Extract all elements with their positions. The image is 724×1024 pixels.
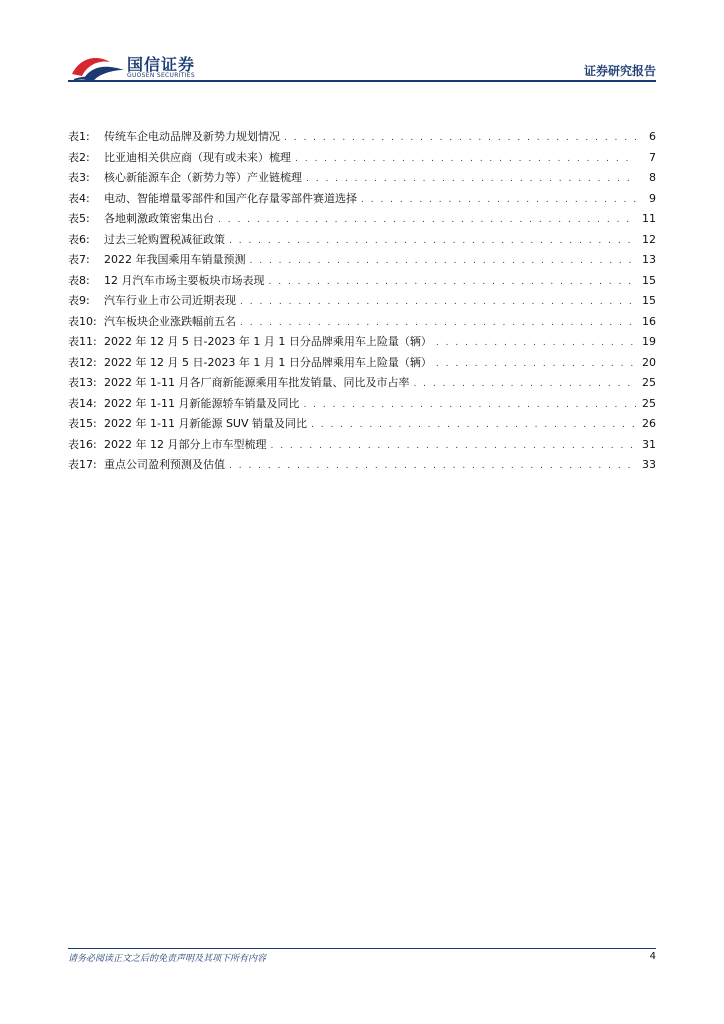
toc-entry-title: 2022 年 12 月 5 日-2023 年 1 月 1 日分品牌乘用车上险量（辆） — [104, 335, 432, 348]
toc-entry-page: 25 — [642, 396, 656, 410]
toc-entry-label: 表16: — [68, 437, 97, 451]
toc-entry-label: 表13: — [68, 376, 97, 389]
toc-leader-dots — [250, 251, 637, 272]
toc-entry-label: 表12: — [68, 355, 97, 369]
toc-entry-title: 汽车板块企业涨跌幅前五名 — [104, 314, 236, 328]
toc-leader-dots — [270, 436, 636, 457]
toc-entry-page: 6 — [649, 130, 656, 143]
report-type: 证券研究报告 — [583, 64, 656, 78]
toc-leader-dots — [229, 456, 636, 477]
toc-entry-label: 表7: — [68, 253, 90, 266]
header-divider — [68, 80, 656, 82]
toc-entry-title: 比亚迪相关供应商（现有或未来）梳理 — [104, 150, 291, 164]
toc-leader-dots — [311, 415, 636, 436]
toc-entry-title: 汽车行业上市公司近期表现 — [104, 294, 236, 307]
toc-entry-page: 33 — [642, 458, 656, 471]
toc-entry-title: 2022 年 12 月部分上市车型梳理 — [104, 437, 267, 451]
toc-entry-label: 表1: — [68, 130, 90, 143]
logo-subtext: GUOSEN SECURITIES — [127, 72, 196, 79]
toc-entry[interactable] — [68, 148, 656, 169]
footer-disclaimer: 请务必阅读正文之后的免责声明及其项下所有内容 — [68, 954, 267, 964]
toc-entry-label: 表3: — [68, 171, 90, 184]
toc-entry-label: 表14: — [68, 396, 97, 410]
toc-entry[interactable] — [68, 435, 656, 456]
toc-entry[interactable] — [68, 209, 656, 230]
toc-leader-dots — [436, 354, 636, 375]
toc-entry[interactable] — [68, 414, 656, 435]
toc-entry[interactable] — [68, 291, 656, 312]
toc-leader-dots — [240, 313, 636, 334]
toc-entry-page: 8 — [649, 171, 656, 184]
toc-entry[interactable] — [68, 373, 656, 394]
toc-entry[interactable] — [68, 312, 656, 333]
toc-entry-title: 重点公司盈利预测及估值 — [104, 458, 225, 471]
toc-entry-title: 电动、智能增量零部件和国产化存量零部件赛道选择 — [104, 191, 357, 205]
toc-entry-page: 26 — [642, 417, 656, 430]
toc-entry-title: 传统车企电动品牌及新势力规划情况 — [104, 130, 280, 143]
toc-entry[interactable] — [68, 168, 656, 189]
toc-entry-label: 表11: — [68, 335, 97, 348]
toc-entry-label: 表5: — [68, 212, 90, 225]
toc-entry-page: 20 — [642, 355, 656, 369]
toc-leader-dots — [229, 231, 636, 252]
toc-entry-page: 31 — [642, 437, 656, 451]
toc-entry[interactable] — [68, 332, 656, 353]
page-number: 4 — [649, 951, 656, 962]
toc-entry-label: 表6: — [68, 232, 90, 246]
toc-entry-title: 2022 年 1-11 月各厂商新能源乘用车批发销量、同比及市占率 — [104, 376, 410, 389]
toc-leader-dots — [306, 169, 636, 190]
table-of-tables — [68, 127, 656, 476]
toc-leader-dots — [303, 395, 636, 416]
toc-entry[interactable] — [68, 189, 656, 210]
toc-entry-page: 13 — [642, 253, 656, 266]
toc-entry[interactable] — [68, 230, 656, 251]
toc-entry-label: 表2: — [68, 150, 90, 164]
toc-entry-page: 9 — [649, 191, 656, 205]
toc-entry-title: 各地刺激政策密集出台 — [104, 212, 214, 225]
toc-entry-page: 15 — [642, 273, 656, 287]
toc-leader-dots — [436, 333, 636, 354]
toc-entry-title: 过去三轮购置税减征政策 — [104, 232, 225, 246]
toc-entry-title: 2022 年我国乘用车销量预测 — [104, 253, 246, 266]
toc-entry-page: 15 — [642, 294, 656, 307]
guosen-logo-icon — [70, 52, 126, 82]
toc-entry[interactable] — [68, 127, 656, 148]
toc-entry[interactable] — [68, 394, 656, 415]
footer-divider — [68, 948, 656, 949]
toc-entry-page: 11 — [642, 212, 656, 225]
toc-leader-dots — [240, 292, 636, 313]
toc-entry-label: 表8: — [68, 273, 90, 287]
toc-entry-title: 2022 年 1-11 月新能源 SUV 销量及同比 — [104, 417, 307, 430]
toc-entry[interactable] — [68, 455, 656, 476]
toc-entry-label: 表10: — [68, 314, 97, 328]
toc-leader-dots — [218, 210, 636, 231]
toc-leader-dots — [295, 149, 636, 170]
toc-entry-page: 16 — [642, 314, 656, 328]
toc-entry[interactable] — [68, 353, 656, 374]
toc-entry-page: 7 — [649, 150, 656, 164]
toc-entry-title: 12 月汽车市场主要板块市场表现 — [104, 273, 265, 287]
toc-leader-dots — [413, 374, 636, 395]
page-header — [0, 0, 724, 90]
toc-entry-label: 表15: — [68, 417, 97, 430]
toc-entry-page: 12 — [642, 232, 656, 246]
toc-entry[interactable] — [68, 250, 656, 271]
toc-entry-label: 表9: — [68, 294, 90, 307]
toc-entry-label: 表17: — [68, 458, 97, 471]
toc-entry-title: 2022 年 1-11 月新能源轿车销量及同比 — [104, 396, 300, 410]
toc-leader-dots — [269, 272, 637, 293]
logo-text: 国信证券 — [127, 55, 196, 74]
toc-leader-dots — [284, 128, 636, 149]
toc-leader-dots — [361, 190, 636, 211]
toc-entry-title: 2022 年 12 月 5 日-2023 年 1 月 1 日分品牌乘用车上险量（辆） — [104, 355, 432, 369]
toc-entry-title: 核心新能源车企（新势力等）产业链梳理 — [104, 171, 302, 184]
toc-entry-label: 表4: — [68, 191, 90, 205]
toc-entry[interactable] — [68, 271, 656, 292]
toc-entry-page: 25 — [642, 376, 656, 389]
toc-entry-page: 19 — [642, 335, 656, 348]
